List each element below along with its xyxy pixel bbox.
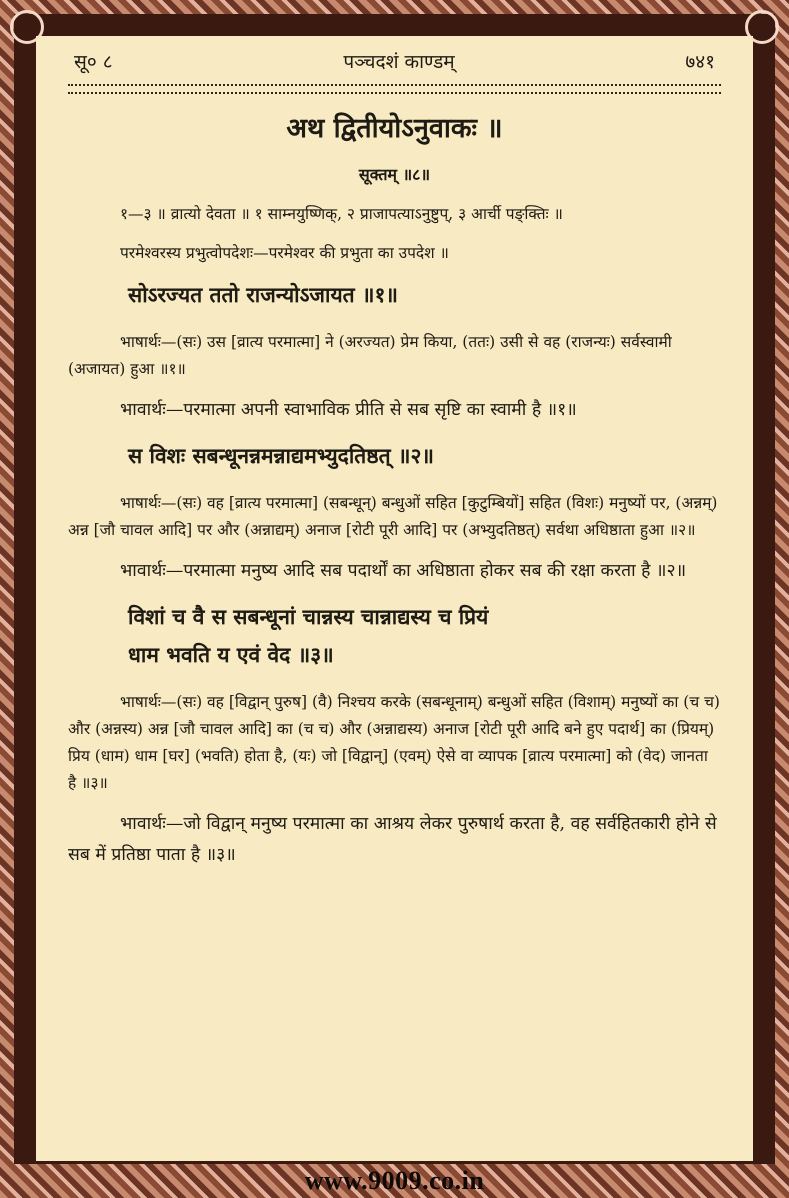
anuvaka-title: अथ द्वितीयोऽनुवाकः ॥ xyxy=(286,113,503,144)
sutra-number: सू० ८ xyxy=(74,51,113,73)
bhashartha-2: भाषार्थः—(सः) वह [व्रात्य परमात्मा] (सबन्धून्) बन्धुओं सहित [कुटुम्बियों] सहित (विशः) मनुष्यों पर, (अन्नम्) अन्न [जौ चावल आदि] पर और (अन्नाद्यम्) अनाज [रोटी पूरी आदि] पर (अभ्युदतिष्ठत्) सर्वथा अधिष्ठाता हुआ ॥२॥ xyxy=(68,494,718,539)
mantra-2: स विशः सबन्धूनन्नमन्नाद्यमभ्युदतिष्ठत् ॥२॥ xyxy=(128,443,434,468)
page-number: ७४१ xyxy=(685,51,715,73)
mantra-3-line-1: विशां च वै स सबन्धूनां चान्नस्य चान्नाद्यस्य च प्रियं xyxy=(128,604,489,629)
bhashartha-3: भाषार्थः—(सः) वह [विद्वान् पुरुष] (वै) निश्चय करके (सबन्धूनाम्) बन्धुओं सहित (विशाम्) मनुष्यों का (च च) और (अन्नस्य) अन्न [जौ चावल आदि] का (च च) और (अन्नाद्यस्य) अनाज [रोटी पूरी आदि बने हुए पदार्थ] का (प्रियम्) प्रिय (धाम) धाम [घर] (भवति) होता है, (यः) जो [विद्वान्] (एवम्) ऐसे वा व्यापक [व्रात्य परमात्मा] को (वेद) जानता है ॥३॥ xyxy=(68,693,720,792)
sukta-heading: सूक्तम् ॥८॥ xyxy=(358,165,431,184)
mantra-3-line-2: धाम भवति य एवं वेद ॥३॥ xyxy=(128,642,334,667)
book-page xyxy=(36,36,753,1161)
bhavartha-1: भावार्थः—परमात्मा अपनी स्वाभाविक प्रीति से सब सृष्टि का स्वामी है ॥१॥ xyxy=(120,400,577,420)
bhavartha-3: भावार्थः—जो विद्वान् मनुष्य परमात्मा का आश्रय लेकर पुरुषार्थ करता है, वह सर्वहितकारी होने से सब में प्रतिष्ठा पाता है ॥३॥ xyxy=(68,814,717,865)
bhavartha-2: भावार्थः—परमात्मा मनुष्य आदि सब पदार्थों का अधिष्ठाता होकर सब की रक्षा करता है ॥२॥ xyxy=(120,561,687,581)
page-header xyxy=(68,48,721,82)
mantra-1: सोऽरज्यत ततो राजन्योऽजायत ॥१॥ xyxy=(128,282,398,307)
intro-paragraph: १—३ ॥ व्रात्यो देवता ॥ १ साम्नयुष्णिक्, २ प्राजापत्याऽनुष्टुप्, ३ आर्ची पङ्क्तिः ॥ xyxy=(120,205,563,223)
header-divider xyxy=(68,84,721,94)
bhashartha-1: भाषार्थः—(सः) उस [व्रात्य परमात्मा] ने (अरज्यत) प्रेम किया, (ततः) उसी से वह (राजन्यः) सर्वस्वामी (अजायत) हुआ ॥१॥ xyxy=(68,333,672,378)
kanda-title: पञ्चदशं काण्डम् xyxy=(343,51,455,73)
website-footer: www.9009.co.in xyxy=(304,1166,485,1195)
upadesha-paragraph: परमेश्वरस्य प्रभुत्वोपदेशः—परमेश्वर की प्रभुता का उपदेश ॥ xyxy=(120,244,449,262)
